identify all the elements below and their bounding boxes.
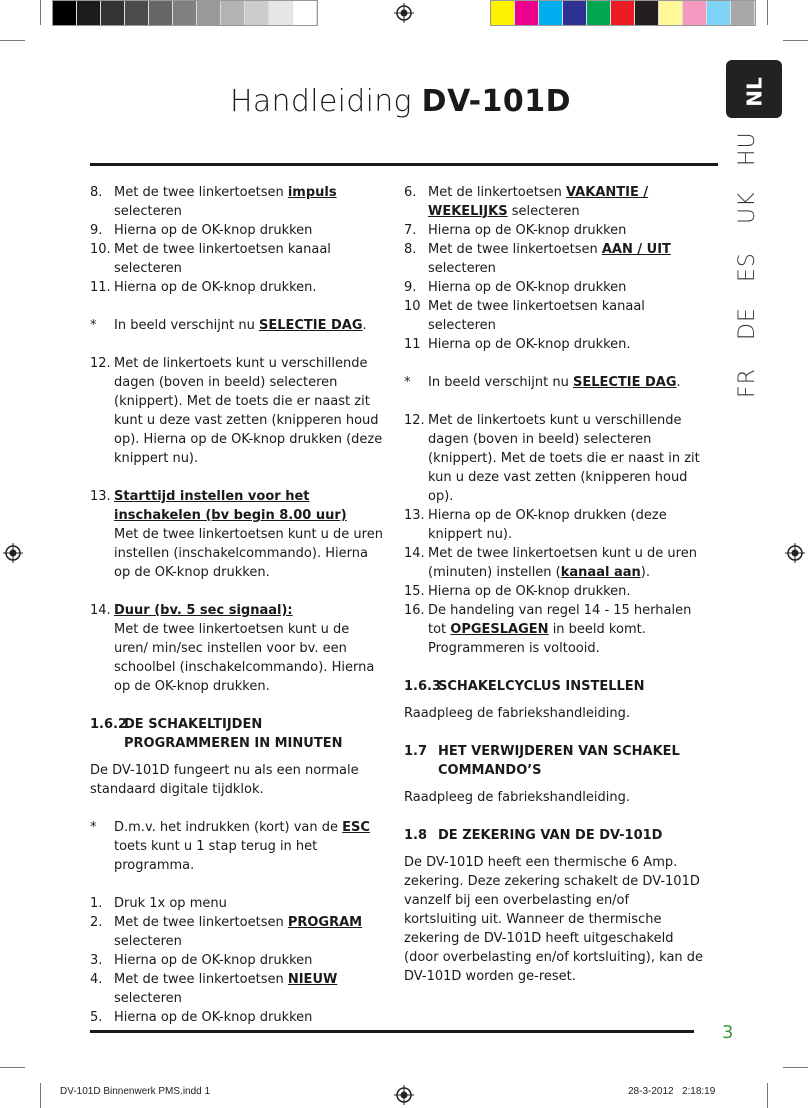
right-column — [404, 183, 704, 986]
gray-scale-bar — [52, 0, 318, 26]
emphasis-text: Duur (bv. 5 sec signaal): — [114, 603, 293, 618]
language-tab-active: NL — [726, 60, 782, 118]
color-swatch — [197, 1, 221, 25]
emphasis-text: AAN / UIT — [601, 242, 671, 257]
paragraph: De DV-101D fungeert nu als een normale standaard digitale tijdklok. — [90, 763, 359, 797]
crop-mark — [767, 1083, 768, 1108]
list-item: 15. Hierna op de OK-knop drukken. — [404, 584, 631, 599]
registration-mark-icon — [394, 3, 414, 23]
section-heading: 1.6.2 DE SCHAKELTIJDEN PROGRAMMEREN IN MINUTEN — [90, 717, 343, 751]
list-item: 14. Duur (bv. 5 sec signaal): Met de twee linkertoetsen kunt u de uren/ min/sec instellen voor bv. een schoolbel (inschakelcommando). Hierna op de OK-knop drukken. — [90, 603, 375, 694]
crop-mark — [0, 40, 25, 41]
crop-mark — [783, 1067, 808, 1068]
instruction-list — [404, 183, 704, 354]
list-item: 6. Met de linkertoetsen VAKANTIE / WEKELIJKS selecteren — [404, 185, 649, 219]
list-item: 14. Met de twee linkertoetsen kunt u de uren (minuten) instellen (kanaal aan). — [404, 546, 697, 580]
note — [90, 316, 385, 335]
color-swatch — [683, 1, 707, 25]
section-heading: 1.7 HET VERWIJDEREN VAN SCHAKEL COMMANDO’S — [404, 744, 680, 778]
color-swatch — [125, 1, 149, 25]
list-item: 4. Met de twee linkertoetsen NIEUW selecteren — [90, 972, 338, 1006]
color-swatch — [245, 1, 269, 25]
emphasis-text: OPGESLAGEN — [450, 622, 549, 637]
emphasis-text: impuls — [287, 185, 337, 200]
instruction-list — [90, 183, 385, 297]
list-item: 5. Hierna op de OK-knop drukken — [90, 1010, 313, 1025]
section-heading: 1.6.3 SCHAKELCYCLUS INSTELLEN — [404, 679, 645, 694]
registration-mark-icon — [785, 543, 805, 563]
color-swatch — [173, 1, 197, 25]
crop-mark — [783, 40, 808, 41]
language-tab-uk: UK — [735, 191, 760, 224]
footer-timestamp: 28-3-2012 2:18:19 — [628, 1086, 716, 1097]
color-swatch — [731, 1, 755, 25]
color-swatch — [221, 1, 245, 25]
color-swatch — [515, 1, 539, 25]
list-item: * D.m.v. het indrukken (kort) van de ESC toets kunt u 1 stap terug in het programma. — [90, 820, 370, 873]
crop-mark — [40, 0, 41, 25]
emphasis-text: VAKANTIE / WEKELIJKS — [428, 185, 649, 219]
color-swatch — [101, 1, 125, 25]
left-column — [90, 183, 385, 1027]
emphasis-text: SELECTIE DAG — [258, 318, 363, 333]
crop-mark — [40, 1083, 41, 1108]
list-item: 10 Met de twee linkertoetsen kanaal selecteren — [404, 299, 645, 333]
list-item: 8. Met de twee linkertoetsen AAN / UIT selecteren — [404, 242, 671, 276]
page-number: 3 — [722, 1022, 734, 1043]
list-item: 8. Met de twee linkertoetsen impuls selecteren — [90, 185, 337, 219]
color-swatch — [563, 1, 587, 25]
emphasis-text: PROGRAM — [287, 915, 363, 930]
paragraph: Raadpleeg de fabriekshandleiding. — [404, 790, 631, 805]
color-swatch — [707, 1, 731, 25]
emphasis-text: ESC — [342, 820, 370, 835]
list-item: 1. Druk 1x op menu — [90, 896, 227, 911]
emphasis-text: kanaal aan — [560, 565, 641, 580]
note — [90, 818, 385, 875]
list-item: 3. Hierna op de OK-knop drukken — [90, 953, 313, 968]
color-calibration-bar — [490, 0, 756, 26]
list-item: 12. Met de linkertoets kunt u verschillende dagen (boven in beeld) selecteren (knippert). Met de toets die er naast in zit kun u deze vast zetten (knipperen houd op). — [404, 413, 700, 504]
color-swatch — [635, 1, 659, 25]
list-item: 13. Hierna op de OK-knop drukken (deze knippert nu). — [404, 508, 667, 542]
emphasis-text: Starttijd instellen voor het inschakelen (bv begin 8.00 uur) — [114, 489, 347, 523]
registration-mark-icon — [394, 1085, 414, 1105]
color-swatch — [491, 1, 515, 25]
list-item: 13. Starttijd instellen voor het inschakelen (bv begin 8.00 uur) Met de twee linkertoetsen kunt u de uren instellen (inschakelcommando). Hierna op de OK-knop drukken. — [90, 489, 383, 580]
instruction-list — [404, 411, 704, 658]
paragraph: De DV-101D heeft een thermische 6 Amp. zekering. Deze zekering schakelt de DV-101D vanzelf bij een overbelasting en/of kortsluiting uit. Wanneer de thermische zekering de DV-101D heeft uitgeschakeld (door overbelasting en/of kortsluiting), kan de DV-101D worden ge-reset. — [404, 855, 704, 984]
list-item: 2. Met de twee linkertoetsen PROGRAM selecteren — [90, 915, 363, 949]
list-item: 9. Hierna op de OK-knop drukken — [90, 223, 313, 238]
note — [404, 373, 704, 392]
list-item: 11. Hierna op de OK-knop drukken. — [90, 280, 317, 295]
list-item: * In beeld verschijnt nu SELECTIE DAG. — [404, 375, 681, 390]
title-divider — [90, 163, 718, 166]
registration-mark-icon — [3, 543, 23, 563]
paragraph: Raadpleeg de fabriekshandleiding. — [404, 706, 631, 721]
color-swatch — [53, 1, 77, 25]
page-title: Handleiding DV-101D — [230, 84, 572, 119]
color-swatch — [269, 1, 293, 25]
emphasis-text: SELECTIE DAG — [572, 375, 677, 390]
list-item: 9. Hierna op de OK-knop drukken — [404, 280, 627, 295]
color-swatch — [587, 1, 611, 25]
list-item: 11 Hierna op de OK-knop drukken. — [404, 337, 631, 352]
language-tab-es: ES — [735, 252, 760, 282]
list-item: 12. Met de linkertoets kunt u verschillende dagen (boven in beeld) selecteren (knippert). Met de toets die er naast zit kunt u deze vast zetten (knipperen houd op). Hierna op de OK-knop drukken (deze knippert nu). — [90, 356, 383, 466]
language-tab-fr: FR — [735, 368, 760, 398]
section-heading: 1.8 DE ZEKERING VAN DE DV-101D — [404, 828, 663, 843]
list-item: 10. Met de twee linkertoetsen kanaal selecteren — [90, 242, 331, 276]
list-item: 7. Hierna op de OK-knop drukken — [404, 223, 627, 238]
instruction-list — [90, 894, 385, 1027]
footer-divider — [90, 1030, 694, 1033]
crop-mark — [0, 1067, 25, 1068]
emphasis-text: NIEUW — [287, 972, 338, 987]
color-swatch — [659, 1, 683, 25]
crop-mark — [767, 0, 768, 25]
list-item: 16. De handeling van regel 14 - 15 herhalen tot OPGESLAGEN in beeld komt. Programmeren is voltooid. — [404, 603, 692, 656]
color-swatch — [77, 1, 101, 25]
color-swatch — [539, 1, 563, 25]
footer-filename: DV-101D Binnenwerk PMS.indd 1 — [60, 1086, 211, 1097]
language-tab-de: DE — [735, 307, 760, 340]
color-swatch — [611, 1, 635, 25]
list-item: * In beeld verschijnt nu SELECTIE DAG. — [90, 318, 367, 333]
color-swatch — [293, 1, 317, 25]
color-swatch — [149, 1, 173, 25]
language-tab-hu: HU — [735, 131, 760, 166]
